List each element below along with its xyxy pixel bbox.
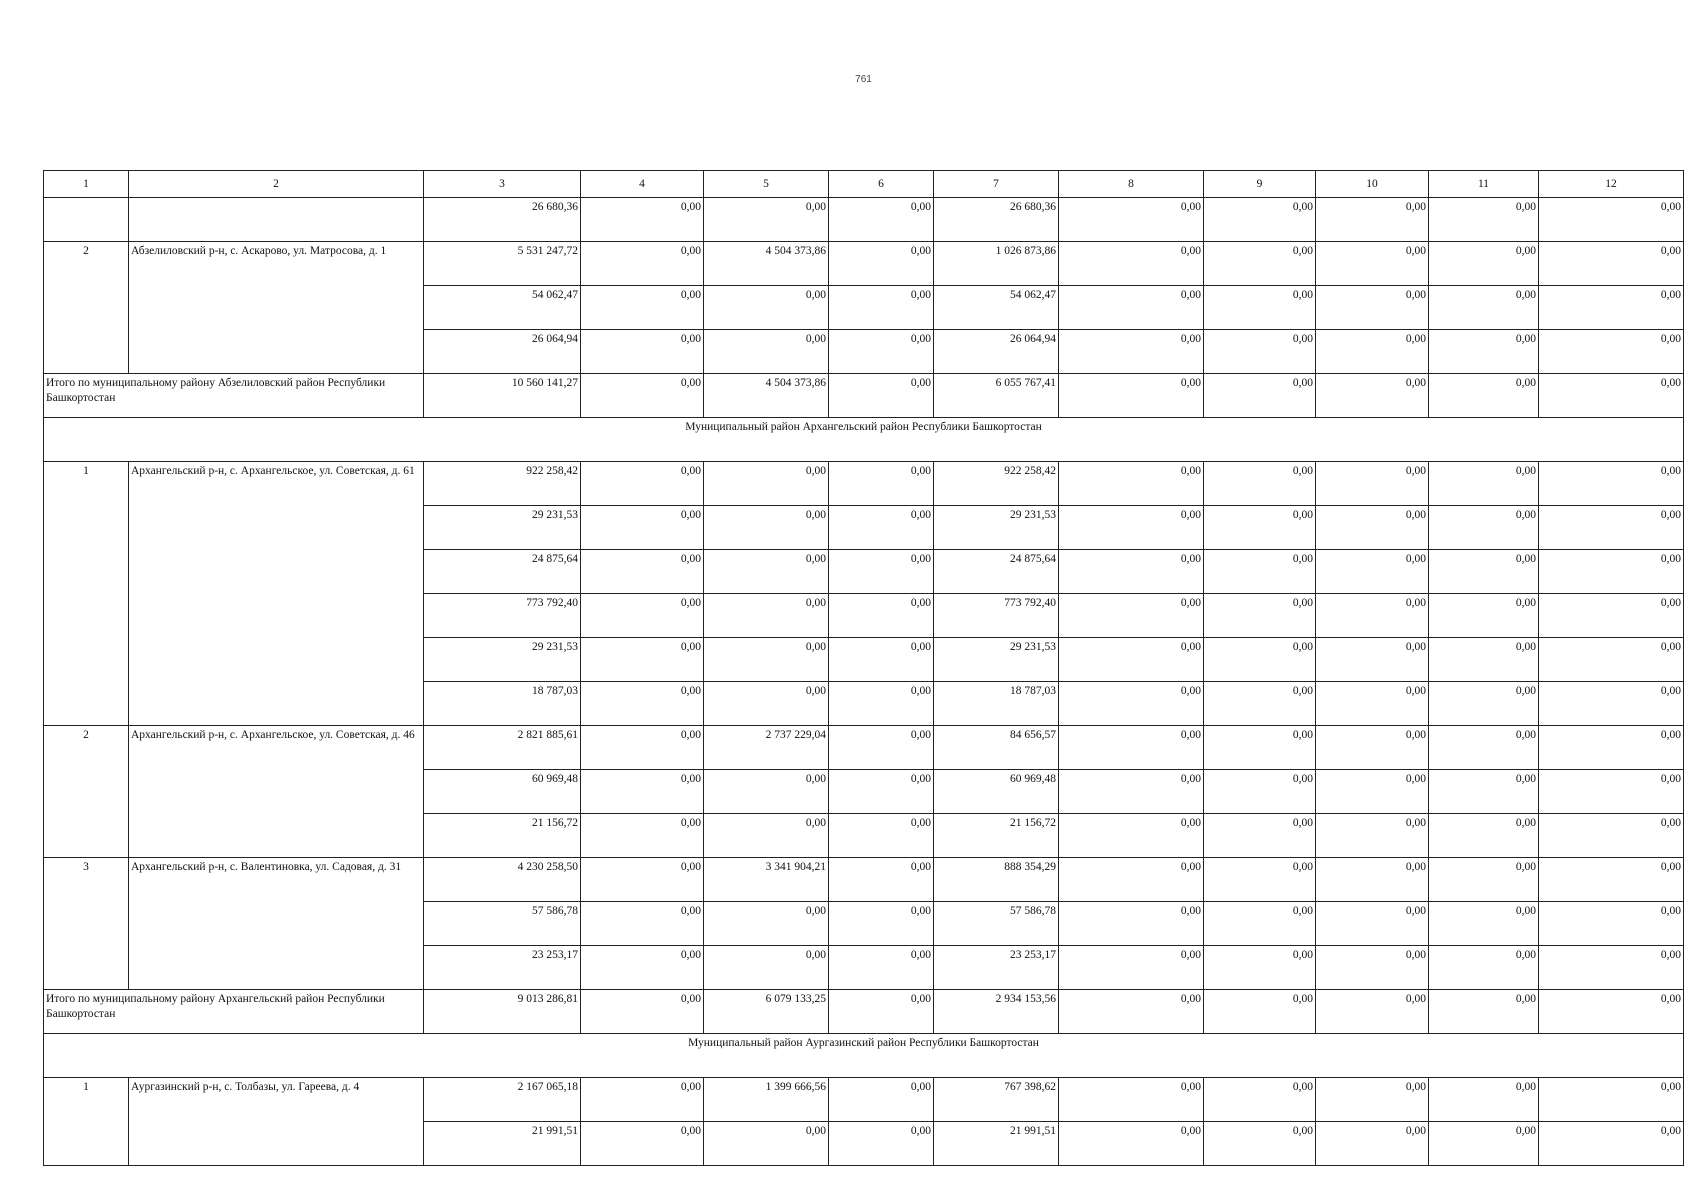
- header-cell: 10: [1316, 171, 1429, 198]
- value-cell: 0,00: [581, 330, 704, 374]
- header-cell: 1: [44, 171, 129, 198]
- value-cell: 0,00: [1539, 1078, 1684, 1122]
- value-cell: 60 969,48: [424, 770, 581, 814]
- value-cell: 0,00: [1429, 198, 1539, 242]
- table-row: [44, 242, 1684, 286]
- value-cell: 0,00: [704, 814, 829, 858]
- total-value-cell: 0,00: [581, 990, 704, 1034]
- value-cell: 0,00: [1059, 242, 1204, 286]
- value-cell: 0,00: [1429, 594, 1539, 638]
- value-cell: 0,00: [1204, 198, 1316, 242]
- value-cell: 0,00: [1316, 1122, 1429, 1166]
- value-cell: 0,00: [1059, 550, 1204, 594]
- value-cell: 0,00: [581, 198, 704, 242]
- value-cell: 0,00: [1539, 726, 1684, 770]
- value-cell: 0,00: [1059, 286, 1204, 330]
- value-cell: 0,00: [581, 286, 704, 330]
- value-cell: 0,00: [1429, 814, 1539, 858]
- table-row: [44, 1078, 1684, 1122]
- value-cell: 5 531 247,72: [424, 242, 581, 286]
- value-cell: 0,00: [704, 682, 829, 726]
- total-value-cell: 0,00: [1059, 374, 1204, 418]
- value-cell: 0,00: [829, 902, 934, 946]
- value-cell: 0,00: [1429, 682, 1539, 726]
- value-cell: 0,00: [1539, 330, 1684, 374]
- value-cell: 0,00: [1204, 1078, 1316, 1122]
- address-cell: Абзелиловский р-н, с. Аскарово, ул. Матросова, д. 1: [129, 242, 424, 374]
- value-cell: 0,00: [1316, 814, 1429, 858]
- value-cell: 29 231,53: [934, 506, 1059, 550]
- row-index: 2: [44, 726, 129, 858]
- value-cell: 0,00: [1204, 726, 1316, 770]
- row-index: [44, 198, 129, 242]
- total-value-cell: 6 055 767,41: [934, 374, 1059, 418]
- value-cell: 0,00: [581, 814, 704, 858]
- value-cell: 0,00: [1429, 462, 1539, 506]
- value-cell: 0,00: [1429, 902, 1539, 946]
- total-label: Итого по муниципальному району Архангельский район Республики Башкортостан: [44, 990, 424, 1034]
- value-cell: 0,00: [1316, 770, 1429, 814]
- table-row: [44, 462, 1684, 506]
- value-cell: 0,00: [1316, 506, 1429, 550]
- value-cell: 18 787,03: [934, 682, 1059, 726]
- value-cell: 0,00: [1204, 286, 1316, 330]
- total-value-cell: 0,00: [1429, 990, 1539, 1034]
- total-value-cell: 10 560 141,27: [424, 374, 581, 418]
- value-cell: 0,00: [1204, 814, 1316, 858]
- value-cell: 0,00: [829, 594, 934, 638]
- section-row: [44, 418, 1684, 462]
- value-cell: 0,00: [581, 1078, 704, 1122]
- value-cell: 0,00: [829, 330, 934, 374]
- value-cell: 0,00: [581, 858, 704, 902]
- value-cell: 0,00: [581, 902, 704, 946]
- value-cell: 0,00: [829, 726, 934, 770]
- value-cell: 0,00: [1539, 902, 1684, 946]
- value-cell: 57 586,78: [424, 902, 581, 946]
- total-value-cell: 0,00: [1204, 990, 1316, 1034]
- value-cell: 0,00: [1539, 286, 1684, 330]
- value-cell: 0,00: [1316, 682, 1429, 726]
- value-cell: 0,00: [704, 286, 829, 330]
- value-cell: 0,00: [704, 550, 829, 594]
- value-cell: 0,00: [1539, 594, 1684, 638]
- value-cell: 26 064,94: [424, 330, 581, 374]
- table-body: [44, 171, 1684, 1166]
- address-cell: Архангельский р-н, с. Архангельское, ул. Советская, д. 61: [129, 462, 424, 726]
- value-cell: 2 737 229,04: [704, 726, 829, 770]
- header-row: [44, 171, 1684, 198]
- value-cell: 0,00: [581, 946, 704, 990]
- value-cell: 0,00: [581, 550, 704, 594]
- value-cell: 0,00: [1059, 594, 1204, 638]
- header-cell: 2: [129, 171, 424, 198]
- value-cell: 0,00: [1316, 286, 1429, 330]
- row-index: 2: [44, 242, 129, 374]
- header-cell: 5: [704, 171, 829, 198]
- value-cell: 26 680,36: [424, 198, 581, 242]
- total-value-cell: 6 079 133,25: [704, 990, 829, 1034]
- value-cell: 0,00: [704, 638, 829, 682]
- value-cell: 0,00: [1539, 858, 1684, 902]
- value-cell: 0,00: [1429, 858, 1539, 902]
- value-cell: 0,00: [1429, 638, 1539, 682]
- total-value-cell: 0,00: [581, 374, 704, 418]
- value-cell: 888 354,29: [934, 858, 1059, 902]
- value-cell: 773 792,40: [934, 594, 1059, 638]
- total-value-cell: 0,00: [1204, 374, 1316, 418]
- value-cell: 3 341 904,21: [704, 858, 829, 902]
- value-cell: 0,00: [1316, 902, 1429, 946]
- value-cell: 0,00: [1059, 198, 1204, 242]
- value-cell: 23 253,17: [934, 946, 1059, 990]
- value-cell: 54 062,47: [934, 286, 1059, 330]
- value-cell: 0,00: [1059, 726, 1204, 770]
- value-cell: 0,00: [1059, 330, 1204, 374]
- value-cell: 0,00: [1059, 638, 1204, 682]
- value-cell: 0,00: [581, 1122, 704, 1166]
- total-row: [44, 374, 1684, 418]
- value-cell: 0,00: [1204, 242, 1316, 286]
- value-cell: 0,00: [1429, 770, 1539, 814]
- value-cell: 0,00: [704, 462, 829, 506]
- value-cell: 0,00: [1429, 506, 1539, 550]
- value-cell: 0,00: [1204, 462, 1316, 506]
- value-cell: 0,00: [1059, 858, 1204, 902]
- value-cell: 0,00: [704, 902, 829, 946]
- value-cell: 0,00: [1204, 682, 1316, 726]
- value-cell: 29 231,53: [424, 638, 581, 682]
- value-cell: 0,00: [1316, 198, 1429, 242]
- value-cell: 0,00: [1059, 902, 1204, 946]
- total-value-cell: 0,00: [1059, 990, 1204, 1034]
- value-cell: 0,00: [1316, 946, 1429, 990]
- value-cell: 0,00: [1204, 330, 1316, 374]
- value-cell: 0,00: [829, 1122, 934, 1166]
- value-cell: 0,00: [581, 726, 704, 770]
- table-row: [44, 198, 1684, 242]
- value-cell: 0,00: [1059, 1122, 1204, 1166]
- address-cell: Архангельский р-н, с. Валентиновка, ул. Садовая, д. 31: [129, 858, 424, 990]
- value-cell: 0,00: [1429, 1078, 1539, 1122]
- value-cell: 21 156,72: [934, 814, 1059, 858]
- value-cell: 2 167 065,18: [424, 1078, 581, 1122]
- value-cell: 0,00: [1204, 946, 1316, 990]
- value-cell: 0,00: [1204, 858, 1316, 902]
- value-cell: 0,00: [1539, 814, 1684, 858]
- header-cell: 8: [1059, 171, 1204, 198]
- section-row: [44, 1034, 1684, 1078]
- value-cell: 0,00: [1059, 682, 1204, 726]
- total-value-cell: 0,00: [1539, 374, 1684, 418]
- value-cell: 29 231,53: [934, 638, 1059, 682]
- value-cell: 0,00: [1539, 506, 1684, 550]
- value-cell: 57 586,78: [934, 902, 1059, 946]
- row-index: 1: [44, 1078, 129, 1166]
- value-cell: 0,00: [1059, 1078, 1204, 1122]
- value-cell: 0,00: [1539, 242, 1684, 286]
- value-cell: 0,00: [1429, 1122, 1539, 1166]
- value-cell: 21 991,51: [424, 1122, 581, 1166]
- value-cell: 0,00: [829, 286, 934, 330]
- section-title: Муниципальный район Архангельский район Республики Башкортостан: [44, 418, 1684, 462]
- value-cell: 0,00: [1204, 902, 1316, 946]
- value-cell: 0,00: [829, 550, 934, 594]
- value-cell: 0,00: [829, 770, 934, 814]
- value-cell: 0,00: [1204, 770, 1316, 814]
- value-cell: 4 230 258,50: [424, 858, 581, 902]
- value-cell: 0,00: [1316, 638, 1429, 682]
- value-cell: 0,00: [1539, 198, 1684, 242]
- value-cell: 26 680,36: [934, 198, 1059, 242]
- value-cell: 0,00: [1316, 726, 1429, 770]
- value-cell: 1 026 873,86: [934, 242, 1059, 286]
- value-cell: 0,00: [1204, 638, 1316, 682]
- value-cell: 0,00: [704, 198, 829, 242]
- register-table: [43, 170, 1684, 1166]
- total-row: [44, 990, 1684, 1034]
- value-cell: 0,00: [1204, 506, 1316, 550]
- value-cell: 21 991,51: [934, 1122, 1059, 1166]
- value-cell: 0,00: [581, 594, 704, 638]
- value-cell: 0,00: [581, 506, 704, 550]
- value-cell: 0,00: [829, 1078, 934, 1122]
- value-cell: 18 787,03: [424, 682, 581, 726]
- value-cell: 54 062,47: [424, 286, 581, 330]
- value-cell: 0,00: [581, 462, 704, 506]
- value-cell: 0,00: [1539, 682, 1684, 726]
- value-cell: 0,00: [1059, 506, 1204, 550]
- value-cell: 0,00: [1316, 550, 1429, 594]
- value-cell: 24 875,64: [424, 550, 581, 594]
- address-cell: Архангельский р-н, с. Архангельское, ул. Советская, д. 46: [129, 726, 424, 858]
- value-cell: 0,00: [581, 770, 704, 814]
- section-title: Муниципальный район Аургазинский район Республики Башкортостан: [44, 1034, 1684, 1078]
- value-cell: 0,00: [829, 858, 934, 902]
- header-cell: 9: [1204, 171, 1316, 198]
- header-cell: 3: [424, 171, 581, 198]
- value-cell: 0,00: [829, 506, 934, 550]
- row-index: 1: [44, 462, 129, 726]
- value-cell: 0,00: [581, 682, 704, 726]
- value-cell: 0,00: [1059, 814, 1204, 858]
- value-cell: 922 258,42: [934, 462, 1059, 506]
- value-cell: 0,00: [581, 242, 704, 286]
- address-cell: [129, 198, 424, 242]
- value-cell: 0,00: [1429, 330, 1539, 374]
- value-cell: 0,00: [1539, 946, 1684, 990]
- value-cell: 0,00: [704, 330, 829, 374]
- value-cell: 29 231,53: [424, 506, 581, 550]
- value-cell: 0,00: [1316, 858, 1429, 902]
- value-cell: 0,00: [1316, 242, 1429, 286]
- value-cell: 23 253,17: [424, 946, 581, 990]
- value-cell: 0,00: [704, 506, 829, 550]
- value-cell: 0,00: [1539, 638, 1684, 682]
- total-value-cell: 0,00: [829, 990, 934, 1034]
- value-cell: 0,00: [1316, 330, 1429, 374]
- value-cell: 0,00: [1316, 1078, 1429, 1122]
- total-value-cell: 0,00: [829, 374, 934, 418]
- table-row: [44, 726, 1684, 770]
- value-cell: 0,00: [829, 242, 934, 286]
- value-cell: 0,00: [581, 638, 704, 682]
- header-cell: 4: [581, 171, 704, 198]
- total-value-cell: 0,00: [1429, 374, 1539, 418]
- header-cell: 11: [1429, 171, 1539, 198]
- row-index: 3: [44, 858, 129, 990]
- value-cell: 1 399 666,56: [704, 1078, 829, 1122]
- total-value-cell: 4 504 373,86: [704, 374, 829, 418]
- value-cell: 0,00: [1059, 946, 1204, 990]
- value-cell: 0,00: [1204, 594, 1316, 638]
- value-cell: 60 969,48: [934, 770, 1059, 814]
- value-cell: 922 258,42: [424, 462, 581, 506]
- value-cell: 0,00: [704, 946, 829, 990]
- value-cell: 0,00: [829, 946, 934, 990]
- value-cell: 0,00: [1204, 550, 1316, 594]
- value-cell: 0,00: [1429, 946, 1539, 990]
- value-cell: 0,00: [829, 462, 934, 506]
- value-cell: 0,00: [829, 814, 934, 858]
- total-label: Итого по муниципальному району Абзелиловский район Республики Башкортостан: [44, 374, 424, 418]
- value-cell: 0,00: [1316, 594, 1429, 638]
- total-value-cell: 0,00: [1539, 990, 1684, 1034]
- value-cell: 0,00: [1059, 462, 1204, 506]
- header-cell: 12: [1539, 171, 1684, 198]
- value-cell: 0,00: [1539, 550, 1684, 594]
- value-cell: 26 064,94: [934, 330, 1059, 374]
- value-cell: 0,00: [1316, 462, 1429, 506]
- value-cell: 0,00: [1539, 770, 1684, 814]
- page-number: 761: [855, 74, 872, 85]
- value-cell: 767 398,62: [934, 1078, 1059, 1122]
- value-cell: 2 821 885,61: [424, 726, 581, 770]
- value-cell: 0,00: [704, 594, 829, 638]
- value-cell: 84 656,57: [934, 726, 1059, 770]
- value-cell: 21 156,72: [424, 814, 581, 858]
- value-cell: 0,00: [1059, 770, 1204, 814]
- total-value-cell: 0,00: [1316, 374, 1429, 418]
- total-value-cell: 0,00: [1316, 990, 1429, 1034]
- value-cell: 0,00: [1539, 462, 1684, 506]
- value-cell: 24 875,64: [934, 550, 1059, 594]
- value-cell: 0,00: [1429, 242, 1539, 286]
- header-cell: 6: [829, 171, 934, 198]
- table-row: [44, 858, 1684, 902]
- value-cell: 773 792,40: [424, 594, 581, 638]
- total-value-cell: 2 934 153,56: [934, 990, 1059, 1034]
- value-cell: 0,00: [829, 198, 934, 242]
- value-cell: 0,00: [1429, 726, 1539, 770]
- value-cell: 0,00: [829, 638, 934, 682]
- value-cell: 0,00: [829, 682, 934, 726]
- value-cell: 0,00: [704, 770, 829, 814]
- value-cell: 0,00: [1539, 1122, 1684, 1166]
- value-cell: 0,00: [1429, 550, 1539, 594]
- value-cell: 0,00: [704, 1122, 829, 1166]
- value-cell: 0,00: [1429, 286, 1539, 330]
- address-cell: Аургазинский р-н, с. Толбазы, ул. Гареева, д. 4: [129, 1078, 424, 1166]
- value-cell: 4 504 373,86: [704, 242, 829, 286]
- value-cell: 0,00: [1204, 1122, 1316, 1166]
- header-cell: 7: [934, 171, 1059, 198]
- total-value-cell: 9 013 286,81: [424, 990, 581, 1034]
